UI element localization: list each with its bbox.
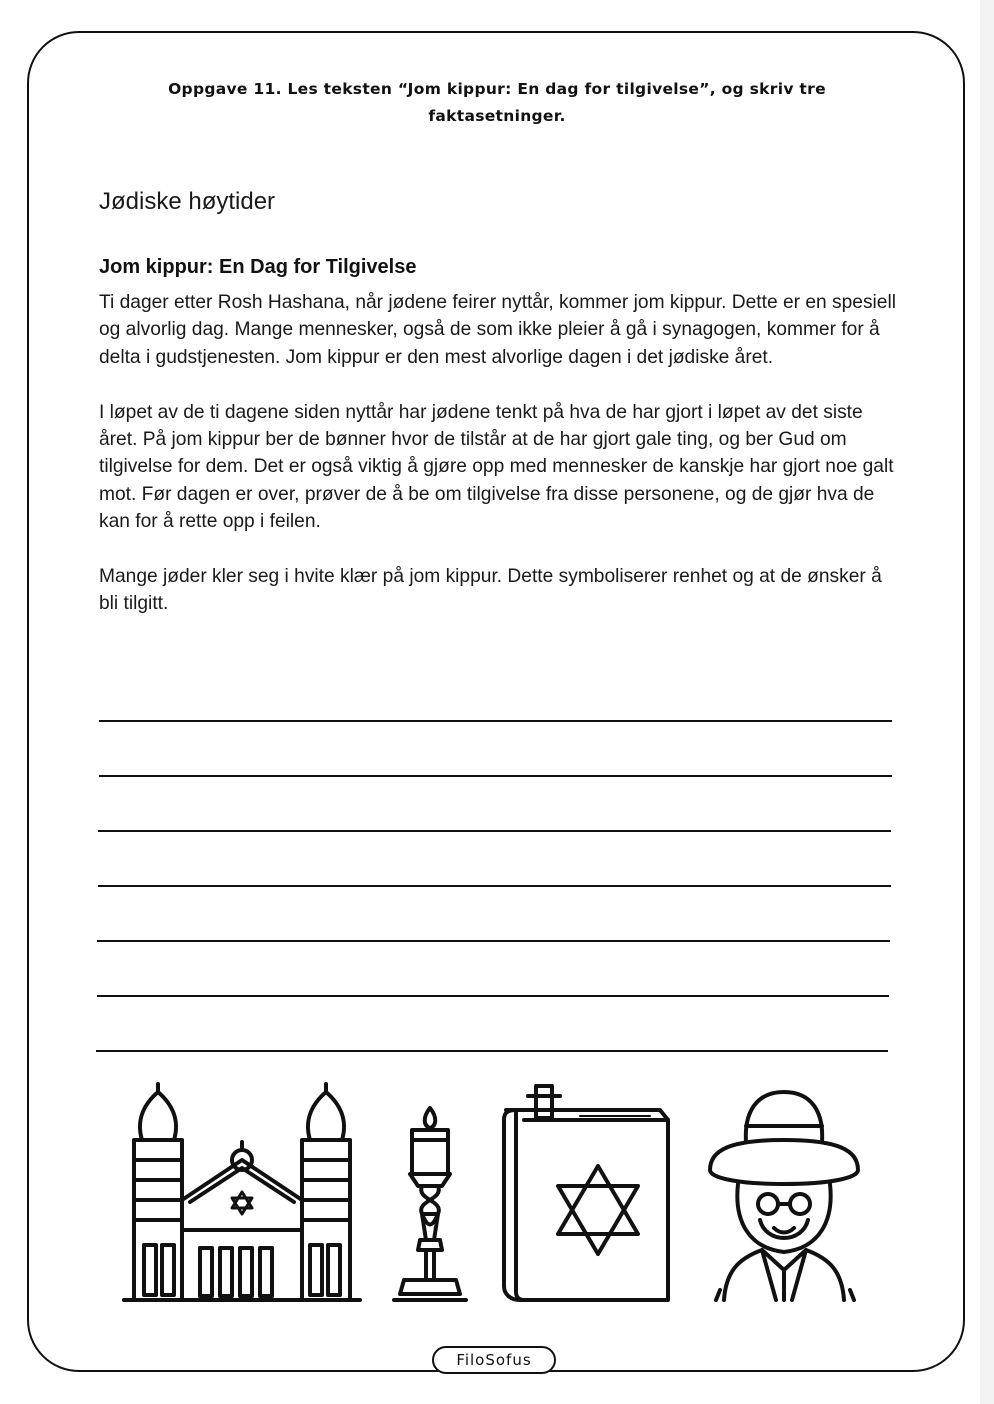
- article-heading: Jom kippur: En Dag for Tilgivelse: [99, 256, 417, 278]
- article-paragraph: Mange jøder kler seg i hvite klær på jom kippur. Dette symboliserer renhet og at de ønsker å bli tilgitt.: [99, 566, 882, 615]
- synagogue-icon: [124, 1084, 360, 1300]
- brand-badge: [432, 1346, 556, 1374]
- writing-line[interactable]: [98, 885, 891, 887]
- writing-line[interactable]: [99, 775, 892, 777]
- subject-title: Jødiske høytider: [99, 188, 276, 215]
- article-paragraph: Ti dager etter Rosh Hashana, når jødene feirer nyttår, kommer jom kippur. Dette er en spesiell og alvorlig dag. Mange mennesker, også de som ikke pleier å gå i synagogen, kommer for å delta i gudstjenesten. Jom kippur er den mest alvorlige dagen i det jødiske året.: [99, 292, 897, 368]
- task-line-2: faktasetninger.: [428, 107, 566, 125]
- candle-icon: [394, 1108, 466, 1300]
- article-body: [99, 289, 899, 645]
- writing-line[interactable]: [99, 720, 892, 722]
- writing-line[interactable]: [97, 940, 890, 942]
- task-instruction: [140, 76, 854, 130]
- article-paragraph: I løpet av de ti dagene siden nyttår har jødene tenkt på hva de har gjort i løpet av det siste året. På jom kippur ber de bønner hvor de tilstår at de har gjort gale ting, og ber Gud om tilgivelse for dem. Det er også viktig å gjøre opp med mennesker de kanskje har gjort noe galt mot. Før dagen er over, prøver de å be om tilgivelse fra disse personene, og de gjør hva de kan for å rette opp i feilen.: [99, 401, 894, 533]
- writing-line[interactable]: [98, 830, 891, 832]
- brand-name: FiloSofus: [456, 1351, 532, 1369]
- task-line-1: Oppgave 11. Les teksten “Jom kippur: En dag for tilgivelse”, og skriv tre: [168, 80, 826, 98]
- writing-line[interactable]: [97, 995, 889, 997]
- illustrations: [120, 1080, 880, 1310]
- rabbi-icon: [710, 1092, 858, 1300]
- torah-book-icon: [504, 1086, 668, 1300]
- writing-line[interactable]: [96, 1050, 888, 1052]
